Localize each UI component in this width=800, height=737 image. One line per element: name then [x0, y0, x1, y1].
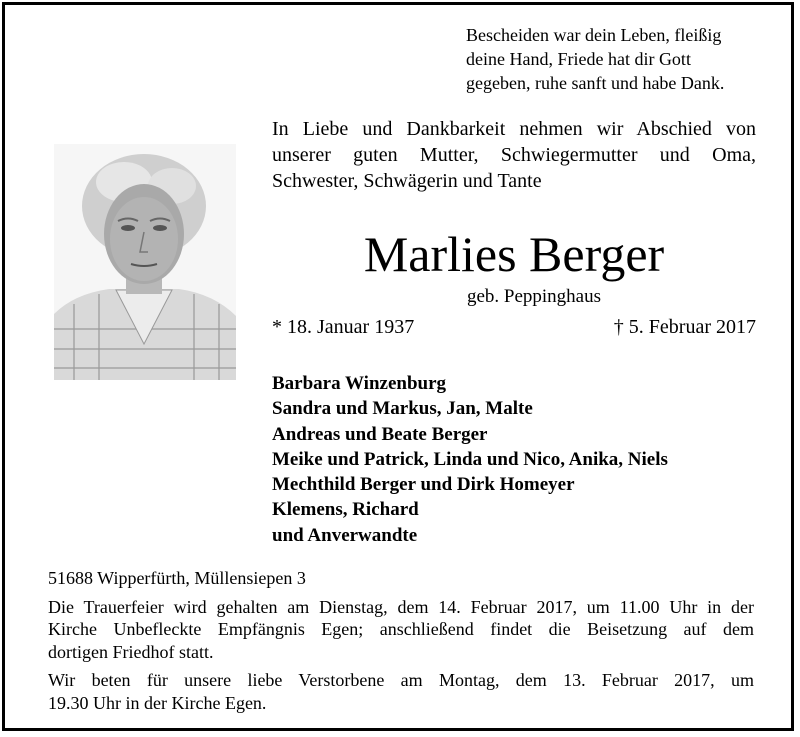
deceased-name: Marlies Berger	[363, 226, 665, 282]
prayer-line: Wir beten für unsere liebe Verstorbene am Montag, dem 13. Februar 2017, um	[48, 670, 754, 690]
intro-line: In Liebe und Dankbarkeit nehmen wir Abschied von	[272, 118, 756, 140]
intro-text	[272, 116, 756, 194]
mourner-line: Barbara Winzenburg	[272, 373, 447, 394]
motto-line: gegeben, ruhe sanft und habe Dank.	[466, 73, 725, 93]
intro-line: unserer guten Mutter, Schwiegermutter und Oma,	[272, 144, 756, 166]
motto-line: Bescheiden war dein Leben, fleißig	[466, 25, 722, 45]
mourner-line: Klemens, Richard	[272, 499, 419, 521]
mourners-list	[272, 371, 668, 548]
intro-line: Schwester, Schwägerin und Tante	[272, 170, 542, 192]
prayer-line: 19.30 Uhr in der Kirche Egen.	[48, 692, 267, 713]
footer-details	[48, 567, 754, 714]
mourner-line: Mechthild Berger und Dirk Homeyer	[272, 474, 575, 496]
death-date: † 5. Februar 2017	[613, 316, 756, 338]
maiden-name: geb. Peppinghaus	[466, 286, 602, 307]
motto-line: deine Hand, Friede hat dir Gott	[466, 49, 691, 69]
mourner-line: Meike und Patrick, Linda und Nico, Anika, Niels	[272, 448, 668, 470]
service-line: dortigen Friedhof statt.	[48, 641, 214, 662]
birth-date: * 18. Januar 1937	[272, 316, 415, 338]
mourner-line: Sandra und Markus, Jan, Malte	[272, 398, 533, 420]
mourner-line: und Anverwandte	[272, 524, 418, 546]
mourner-line: Andreas und Beate Berger	[272, 423, 488, 445]
service-line: Die Trauerfeier wird gehalten am Dienstag, dem 14. Februar 2017, um 11.00 Uhr in der	[48, 596, 754, 617]
service-line: Kirche Unbefleckte Empfängnis Egen; anschließend findet die Beisetzung auf dem	[48, 619, 754, 639]
address: 51688 Wipperfürth, Müllensiepen 3	[48, 568, 306, 588]
motto-verse	[466, 23, 766, 95]
portrait-photo-icon	[54, 144, 236, 380]
